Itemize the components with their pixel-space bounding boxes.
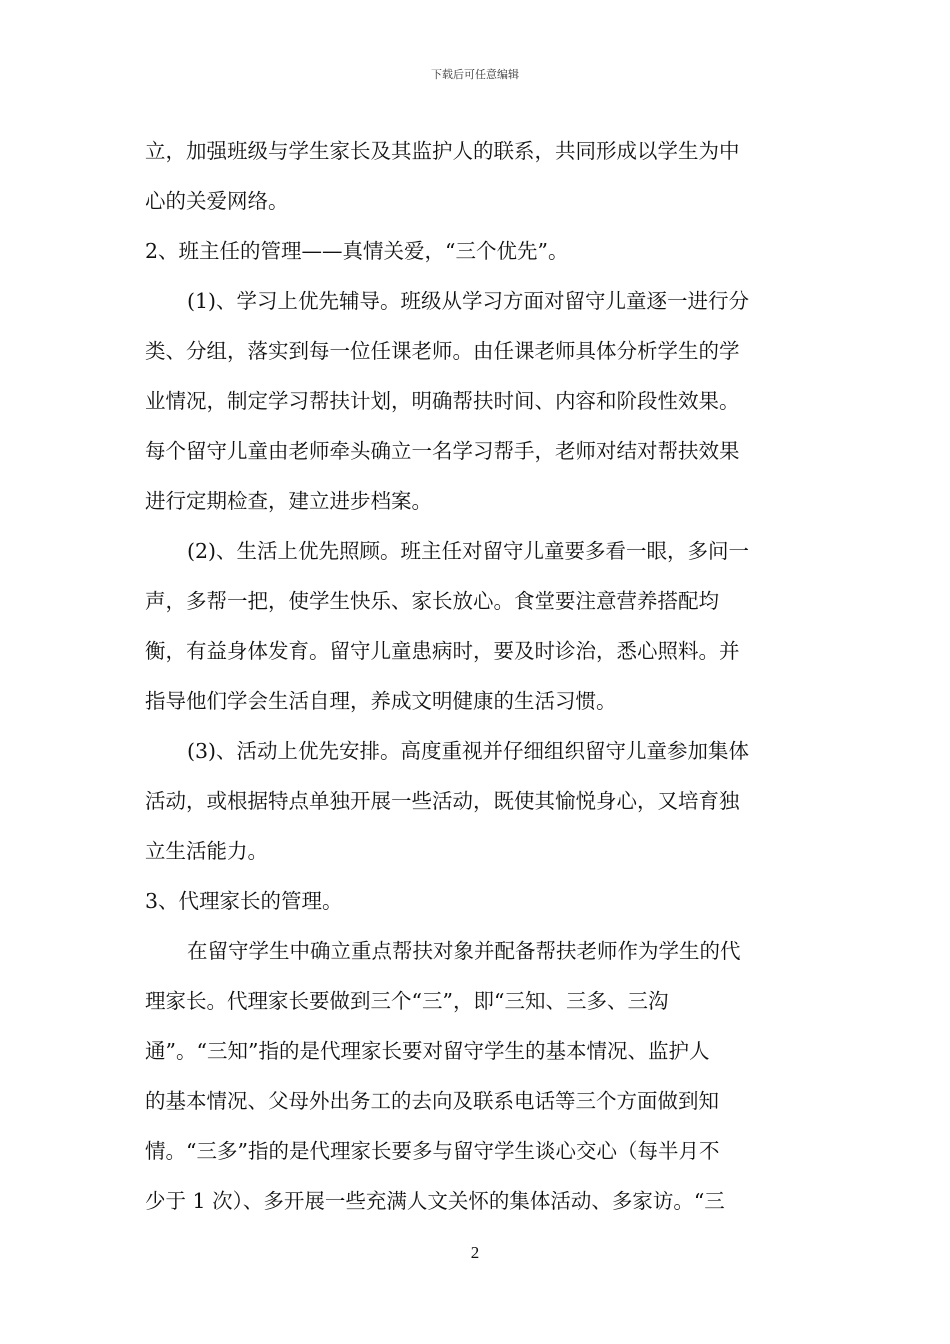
page-number: 2 — [470, 1243, 480, 1262]
section-heading: 3、代理家长的管理。 — [145, 889, 343, 913]
text-line: 理家长。代理家长要做到三个“三”，即“三知、三多、三沟 — [145, 989, 669, 1013]
text-line: 业情况，制定学习帮扶计划，明确帮扶时间、内容和阶段性效果。 — [145, 389, 740, 413]
text-line: 类、分组，落实到每一位任课老师。由任课老师具体分析学生的学 — [145, 339, 740, 363]
text-line: 进行定期检查，建立进步档案。 — [145, 489, 432, 513]
text-line: (3)、活动上优先安排。高度重视并仔细组织留守儿童参加集体 — [187, 739, 750, 763]
text-line: 每个留守儿童由老师牵头确立一名学习帮手，老师对结对帮扶效果 — [145, 439, 740, 463]
page-header: 下载后可任意编辑 — [431, 68, 519, 81]
text-line: 情。“三多”指的是代理家长要多与留守学生谈心交心（每半月不 — [145, 1139, 720, 1163]
text-line: 指导他们学会生活自理，养成文明健康的生活习惯。 — [145, 689, 617, 713]
text-line: 在留守学生中确立重点帮扶对象并配备帮扶老师作为学生的代 — [187, 939, 741, 963]
text-line: 的基本情况、父母外出务工的去向及联系电话等三个方面做到知 — [145, 1089, 719, 1113]
text-line: (1)、学习上优先辅导。班级从学习方面对留守儿童逐一进行分 — [187, 289, 750, 313]
text-line: 声，多帮一把，使学生快乐、家长放心。食堂要注意营养搭配均 — [145, 589, 719, 613]
text-line: 衡，有益身体发育。留守儿童患病时，要及时诊治，悉心照料。并 — [145, 639, 740, 663]
text-line: 少于 1 次）、多开展一些充满人文关怀的集体活动、多家访。“三 — [145, 1189, 725, 1213]
text-line: 立，加强班级与学生家长及其监护人的联系，共同形成以学生为中 — [145, 139, 740, 163]
text-line: 活动，或根据特点单独开展一些活动，既使其愉悦身心，又培育独 — [145, 789, 740, 813]
text-line: 心的关爱网络。 — [145, 189, 289, 213]
text-line: (2)、生活上优先照顾。班主任对留守儿童要多看一眼，多问一 — [187, 539, 750, 563]
text-line: 通”。“三知”指的是代理家长要对留守学生的基本情况、监护人 — [145, 1039, 710, 1063]
section-heading: 2、班主任的管理——真情关爱，“三个优先”。 — [145, 239, 569, 263]
text-line: 立生活能力。 — [145, 839, 268, 863]
